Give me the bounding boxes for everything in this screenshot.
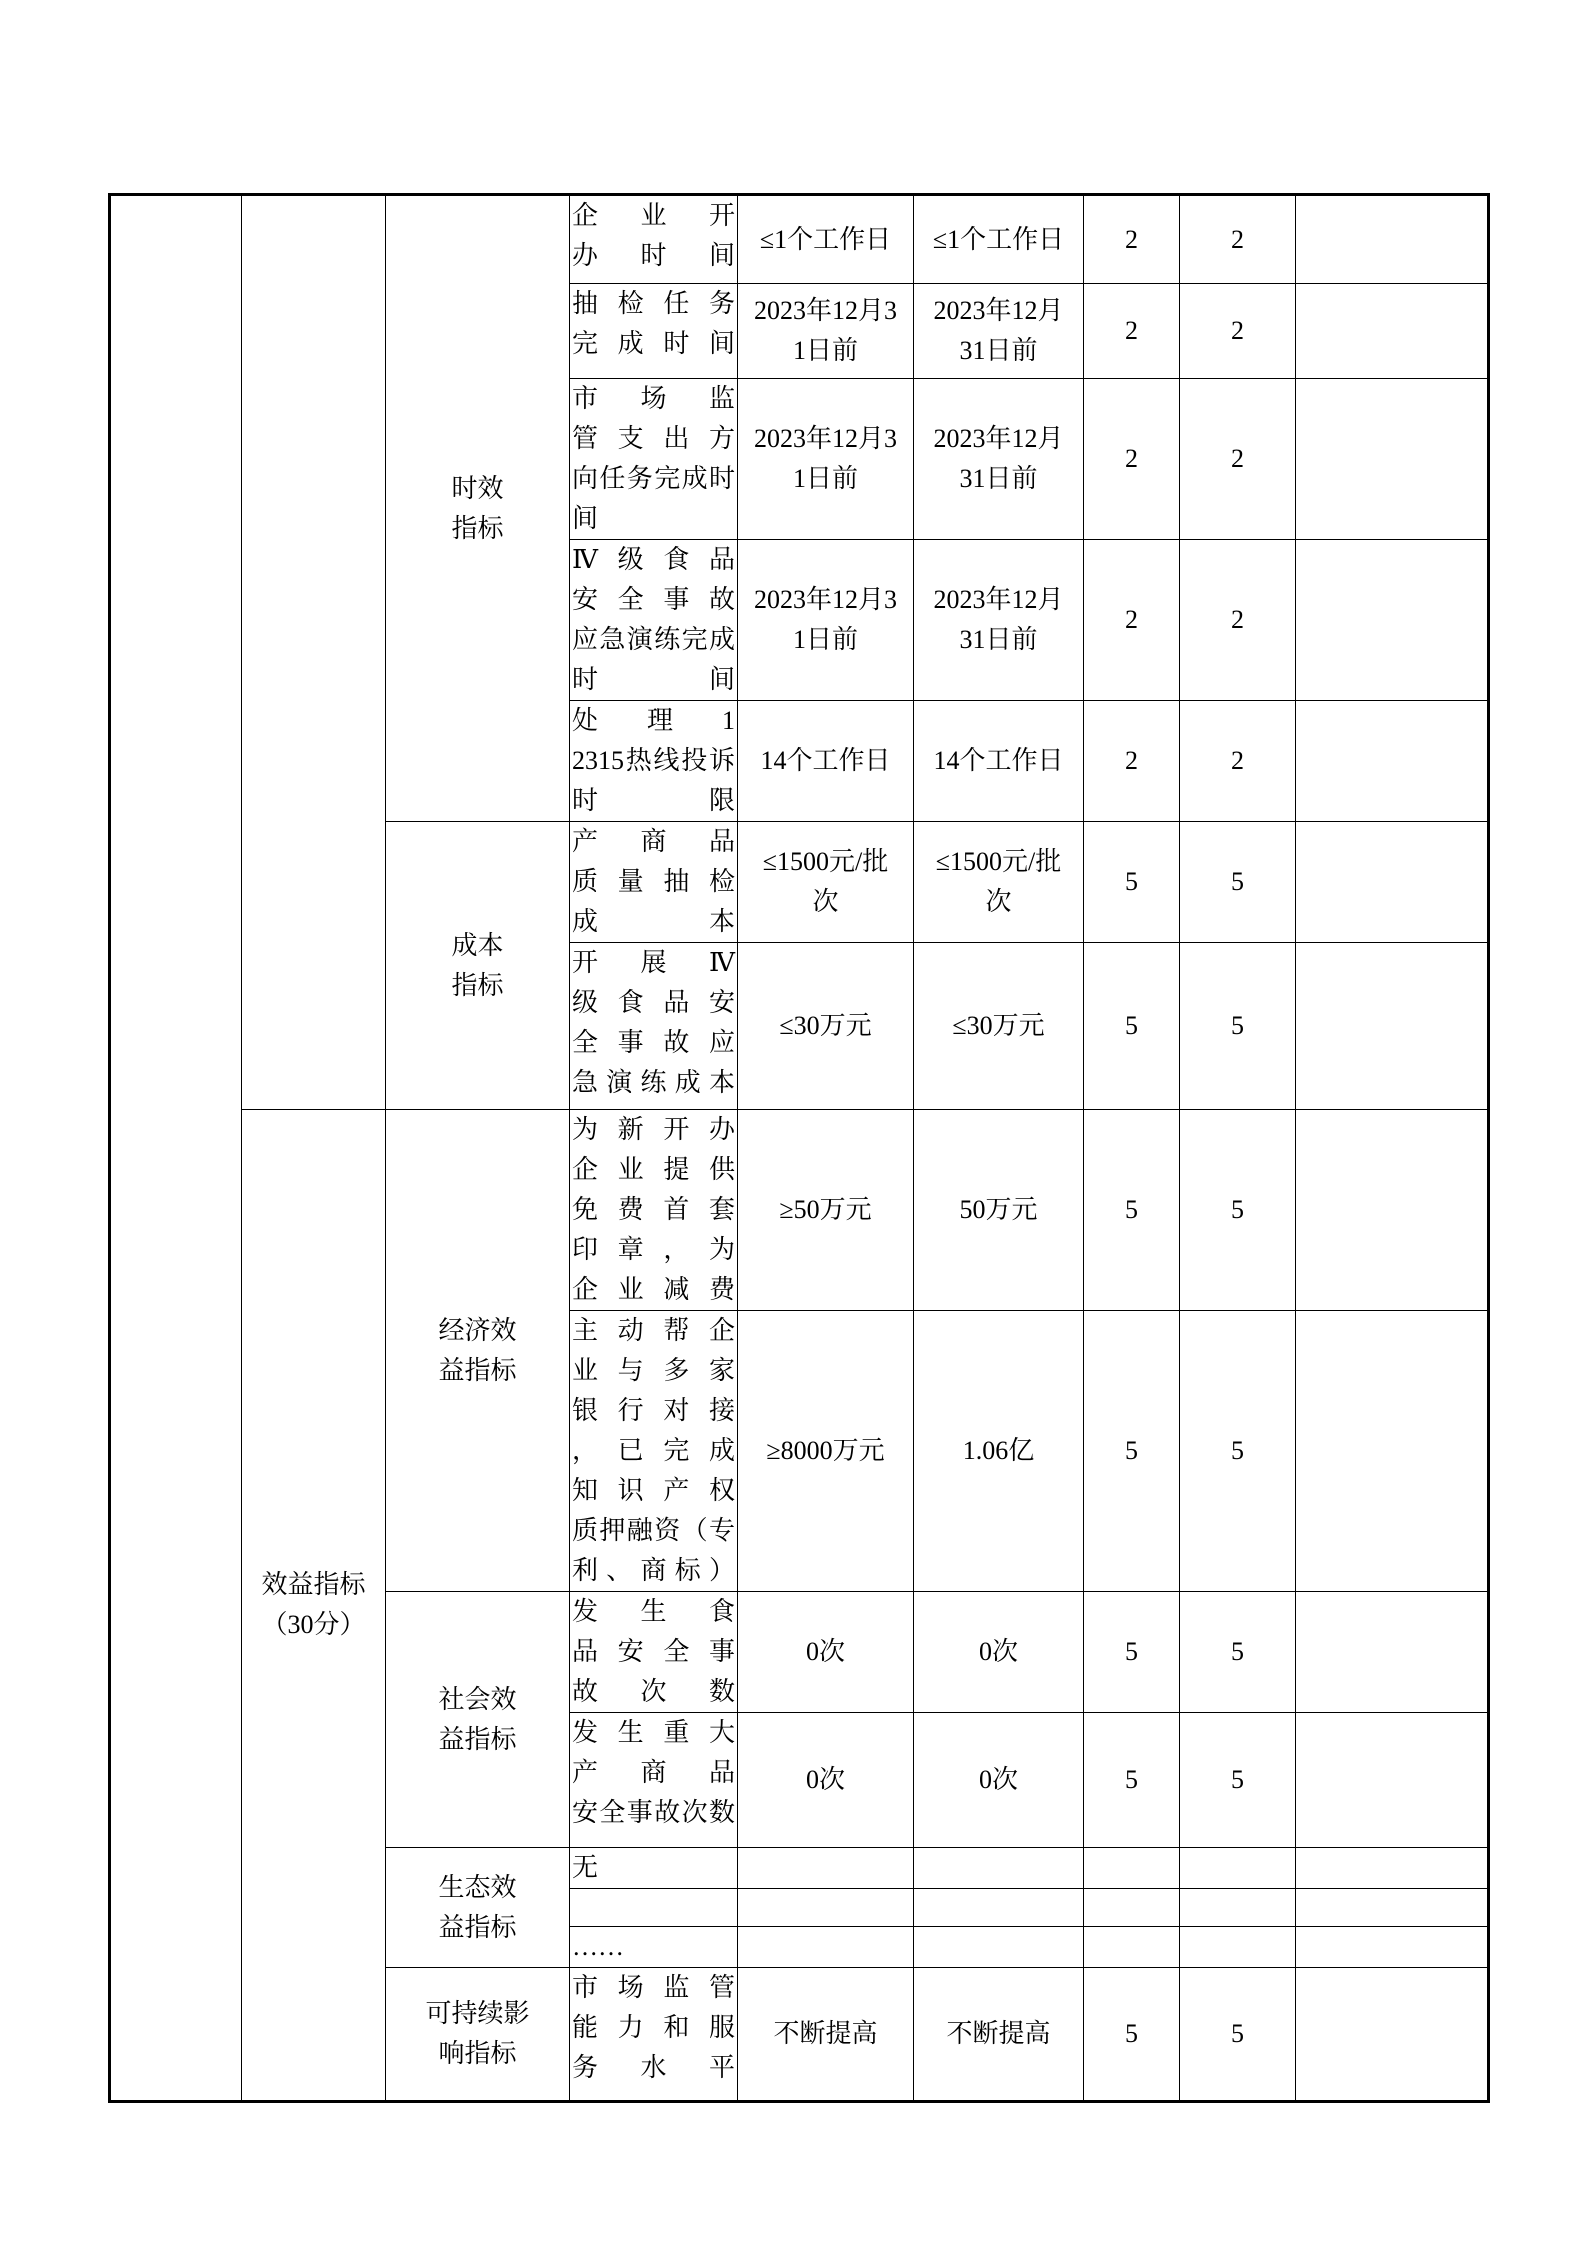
indicator-target [738,1889,914,1927]
level3-indicator-name: 产商品 质量抽检 成本 [570,822,738,943]
level2-indicator-economic: 经济效 益指标 [386,1110,570,1592]
indicator-weight [1084,1927,1180,1968]
indicator-weight: 5 [1084,1311,1180,1592]
indicator-target: ≥8000万元 [738,1311,914,1592]
indicator-actual [914,1927,1084,1968]
indicator-target [738,1848,914,1889]
indicator-note [1296,284,1489,379]
indicator-weight: 2 [1084,195,1180,284]
indicator-score: 2 [1180,379,1296,540]
indicator-actual: ≤30万元 [914,943,1084,1110]
level3-indicator-name: 处理1 2315热线投诉时限 [570,701,738,822]
indicator-actual: 2023年12月 31日前 [914,379,1084,540]
indicator-score [1180,1927,1296,1968]
indicator-target: 0次 [738,1713,914,1848]
level2-indicator-cost: 成本 指标 [386,822,570,1110]
indicator-note [1296,822,1489,943]
indicator-target: 不断提高 [738,1968,914,2102]
indicator-weight: 5 [1084,943,1180,1110]
performance-indicator-table [108,193,1490,2103]
level2-indicator-sustainable: 可持续影 响指标 [386,1968,570,2102]
indicator-actual: 0次 [914,1592,1084,1713]
indicator-target: 0次 [738,1592,914,1713]
indicator-actual [914,1848,1084,1889]
indicator-note [1296,1311,1489,1592]
level3-indicator-name: 发生重大 产商品 安全事故次数 [570,1713,738,1848]
level3-indicator-name: 开展Ⅳ 级食品安 全事故应 急演练成本 [570,943,738,1110]
level3-indicator-name: 发生食 品安全事 故次数 [570,1592,738,1713]
indicator-actual: 不断提高 [914,1968,1084,2102]
indicator-score: 5 [1180,1110,1296,1311]
indicator-target: 2023年12月3 1日前 [738,284,914,379]
indicator-note [1296,943,1489,1110]
indicator-weight: 5 [1084,1592,1180,1713]
indicator-note [1296,1848,1489,1889]
indicator-note [1296,1968,1489,2102]
level3-indicator-name [570,1889,738,1927]
level3-indicator-name: 主动帮企 业与多家 银行对接 ，已完成 知识产权 质押融资（专利、商标） [570,1311,738,1592]
indicator-actual: 50万元 [914,1110,1084,1311]
level3-indicator-name: 企业开 办时间 [570,195,738,284]
level3-indicator-name: 无 [570,1848,738,1889]
level3-indicator-name: 市场监 管支出方 向任务完成时间 [570,379,738,540]
indicator-target: 2023年12月3 1日前 [738,540,914,701]
indicator-actual: 2023年12月 31日前 [914,284,1084,379]
indicator-actual [914,1889,1084,1927]
indicator-weight: 5 [1084,822,1180,943]
indicator-note [1296,1592,1489,1713]
indicator-score: 2 [1180,284,1296,379]
indicator-weight: 2 [1084,379,1180,540]
indicator-note [1296,701,1489,822]
indicator-score: 5 [1180,1311,1296,1592]
level3-indicator-name: 抽检任务 完成时间 [570,284,738,379]
indicator-score: 2 [1180,701,1296,822]
indicator-target: ≥50万元 [738,1110,914,1311]
indicator-target: ≤1500元/批 次 [738,822,914,943]
indicator-target: 14个工作日 [738,701,914,822]
indicator-row [110,1110,1489,1311]
indicator-note [1296,195,1489,284]
indicator-target: ≤30万元 [738,943,914,1110]
level3-indicator-name: …… [570,1927,738,1968]
level1-indicator-cell [242,195,386,1110]
indicator-note [1296,1927,1489,1968]
level1-indicator-cell: 效益指标 （30分） [242,1110,386,2102]
indicator-actual: ≤1个工作日 [914,195,1084,284]
indicator-target: 2023年12月3 1日前 [738,379,914,540]
indicator-actual: 0次 [914,1713,1084,1848]
indicator-score [1180,1848,1296,1889]
indicator-actual: ≤1500元/批 次 [914,822,1084,943]
indicator-score: 2 [1180,195,1296,284]
indicator-score: 5 [1180,822,1296,943]
level3-indicator-name: 市场监管 能力和服 务水平 [570,1968,738,2102]
indicator-actual: 14个工作日 [914,701,1084,822]
indicator-score: 5 [1180,1592,1296,1713]
indicator-weight: 5 [1084,1110,1180,1311]
indicator-note [1296,1110,1489,1311]
level3-indicator-name: 为新开办 企业提供 免费首套 印章，为 企业减费 [570,1110,738,1311]
indicator-weight [1084,1848,1180,1889]
indicator-note [1296,1889,1489,1927]
indicator-weight: 5 [1084,1713,1180,1848]
indicator-note [1296,1713,1489,1848]
indicator-weight: 5 [1084,1968,1180,2102]
indicator-target: ≤1个工作日 [738,195,914,284]
indicator-actual: 1.06亿 [914,1311,1084,1592]
indicator-target [738,1927,914,1968]
level2-indicator-time: 时效 指标 [386,195,570,822]
indicator-actual: 2023年12月 31日前 [914,540,1084,701]
level3-indicator-name: Ⅳ级食品 安全事故 应急演练完成时间 [570,540,738,701]
indicator-score: 5 [1180,943,1296,1110]
indicator-score [1180,1889,1296,1927]
indicator-score: 5 [1180,1713,1296,1848]
indicator-score: 5 [1180,1968,1296,2102]
indicator-score: 2 [1180,540,1296,701]
level2-indicator-ecological: 生态效 益指标 [386,1848,570,1968]
level2-indicator-social: 社会效 益指标 [386,1592,570,1848]
indicator-note [1296,540,1489,701]
indicator-note [1296,379,1489,540]
indicator-weight [1084,1889,1180,1927]
indicator-weight: 2 [1084,540,1180,701]
indicator-weight: 2 [1084,701,1180,822]
indicator-row [110,195,1489,284]
project-column-cell [110,195,242,2102]
indicator-weight: 2 [1084,284,1180,379]
